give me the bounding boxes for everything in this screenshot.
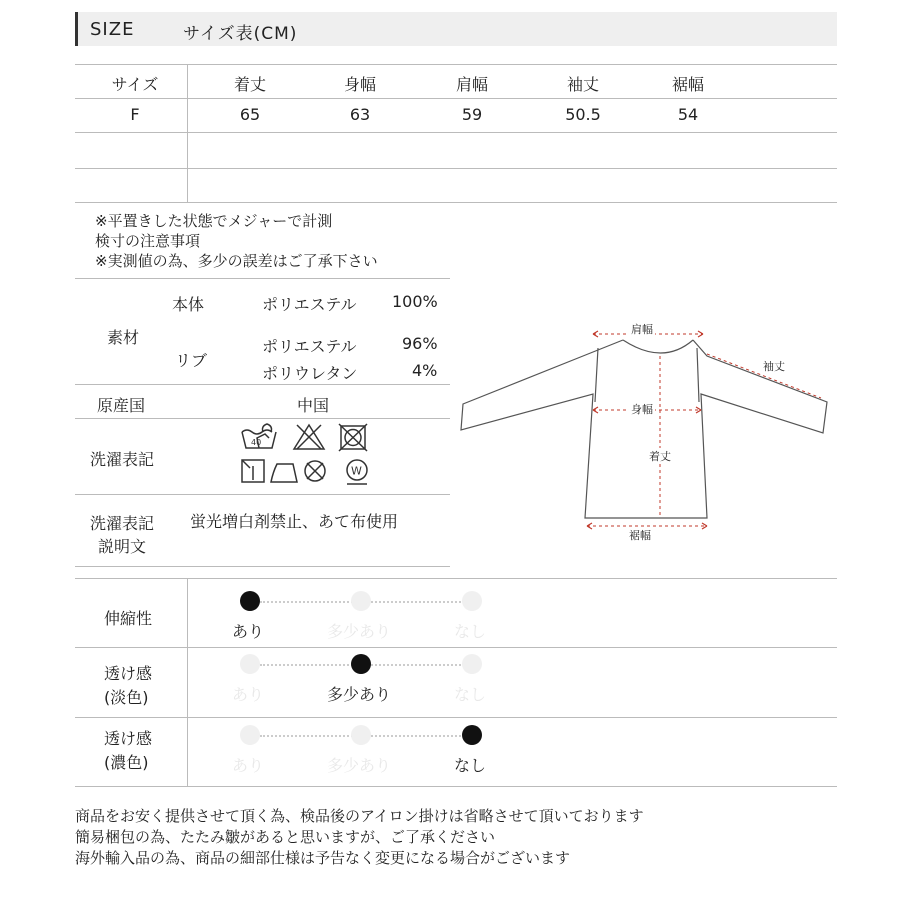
spec-rule (75, 418, 450, 419)
spec-rule (75, 384, 450, 385)
care-label: 洗濯表記 (90, 450, 155, 469)
rating-dot (462, 654, 482, 674)
rating-label-sheer-dark: 透け感 (104, 729, 153, 748)
rating-dot-selected (240, 591, 260, 611)
svg-text:W: W (351, 464, 362, 478)
spec-rule (75, 566, 450, 567)
rib-percent-2: 4% (412, 361, 438, 380)
origin-value: 中国 (297, 396, 330, 415)
cell-size: F (130, 105, 140, 124)
rating-dot-selected (462, 725, 482, 745)
col-header-sleeve: 袖丈 (566, 75, 599, 94)
rating-dot (462, 591, 482, 611)
cell-shoulder: 59 (461, 105, 483, 124)
size-header-bar (75, 12, 837, 46)
rating-label-stretch: 伸縮性 (104, 609, 153, 628)
iron-low-icon (271, 464, 297, 482)
rating-sublabel-light: (淡色) (104, 688, 149, 707)
rating-option-label: あり (231, 756, 264, 775)
rating-dot (351, 725, 371, 745)
body-percent: 100% (392, 292, 438, 311)
no-bleach-icon (294, 425, 324, 449)
rating-dot (351, 591, 371, 611)
table-rule (75, 132, 837, 133)
table-rule (75, 168, 837, 169)
col-header-length: 着丈 (233, 75, 266, 94)
rating-option-label: あり (231, 685, 264, 704)
care-desc: 蛍光増白剤禁止、あて布使用 (190, 512, 399, 531)
cell-hem: 54 (677, 105, 699, 124)
rating-dot-selected (351, 654, 371, 674)
note-tolerance: ※実測値の為、多少の誤差はご了承下さい (95, 252, 378, 270)
footer-note-spec-change: 海外輸入品の為、商品の細部仕様は予告なく変更になる場合がございます (75, 849, 571, 867)
rating-option-label: 多少あり (326, 756, 391, 775)
care-icons (237, 422, 387, 492)
rib-percent-1: 96% (402, 334, 438, 353)
col-header-body-width: 身幅 (343, 75, 376, 94)
hand-wash-40-icon (242, 424, 276, 448)
col-header-shoulder: 肩幅 (455, 75, 488, 94)
rib-material-2: ポリウレタン (262, 364, 358, 383)
no-dry-clean-icon (305, 461, 325, 481)
material-label: 素材 (107, 328, 140, 347)
cell-sleeve: 50.5 (565, 105, 601, 124)
footer-note-ironing: 商品をお安く提供させて頂く為、検品後のアイロン掛けは省略させて頂いております (75, 807, 644, 825)
rating-rule (75, 786, 837, 787)
rating-sublabel-dark: (濃色) (104, 753, 149, 772)
rib-material-1: ポリエステル (262, 337, 357, 356)
rating-rule (75, 578, 837, 579)
table-rule (75, 202, 837, 203)
rating-rule (75, 717, 837, 718)
diagram-label-sleeve: 袖丈 (763, 360, 785, 373)
care-desc-label-1: 洗濯表記 (90, 514, 155, 533)
rating-option-label: あり (231, 622, 264, 641)
svg-text:40: 40 (251, 438, 262, 447)
rating-option-label: 多少あり (326, 622, 391, 641)
rating-divider (187, 578, 188, 786)
table-rule (75, 98, 837, 99)
body-material: ポリエステル (262, 295, 357, 314)
spec-rule (75, 494, 450, 495)
care-desc-label-2: 説明文 (98, 537, 147, 556)
rating-option-label: 多少あり (326, 685, 391, 704)
size-label: SIZE (90, 19, 135, 40)
rating-label-sheer-light: 透け感 (104, 664, 153, 683)
rating-option-label: なし (453, 622, 486, 641)
cell-body-width: 63 (349, 105, 371, 124)
note-heading: 検寸の注意事項 (95, 232, 201, 250)
line-dry-shade-icon (242, 460, 264, 482)
garment-diagram (455, 318, 835, 548)
table-divider (187, 64, 188, 202)
diagram-label-body-width: 身幅 (631, 403, 653, 416)
rating-dot (240, 654, 260, 674)
size-chart-title: サイズ表(CM) (183, 24, 298, 44)
diagram-label-hem: 裾幅 (629, 529, 651, 542)
rating-rule (75, 647, 837, 648)
body-label: 本体 (172, 295, 205, 314)
rating-option-label: なし (453, 756, 486, 775)
rib-label: リブ (175, 351, 208, 370)
wet-clean-icon (347, 460, 367, 484)
origin-label: 原産国 (97, 396, 146, 415)
note-measure: ※平置きした状態でメジャーで計測 (95, 212, 333, 230)
spec-rule (75, 278, 450, 279)
rating-option-label: なし (453, 685, 486, 704)
diagram-label-shoulder: 肩幅 (631, 323, 653, 336)
footer-note-wrinkles: 簡易梱包の為、たたみ皺があると思いますが、ご了承ください (75, 828, 496, 846)
rating-dot (240, 725, 260, 745)
col-header-size: サイズ (111, 75, 159, 94)
no-tumble-dry-icon (339, 424, 367, 451)
table-rule (75, 64, 837, 65)
diagram-label-length: 着丈 (649, 450, 671, 463)
cell-length: 65 (239, 105, 261, 124)
col-header-hem: 裾幅 (671, 75, 704, 94)
garment-outline (455, 318, 835, 548)
